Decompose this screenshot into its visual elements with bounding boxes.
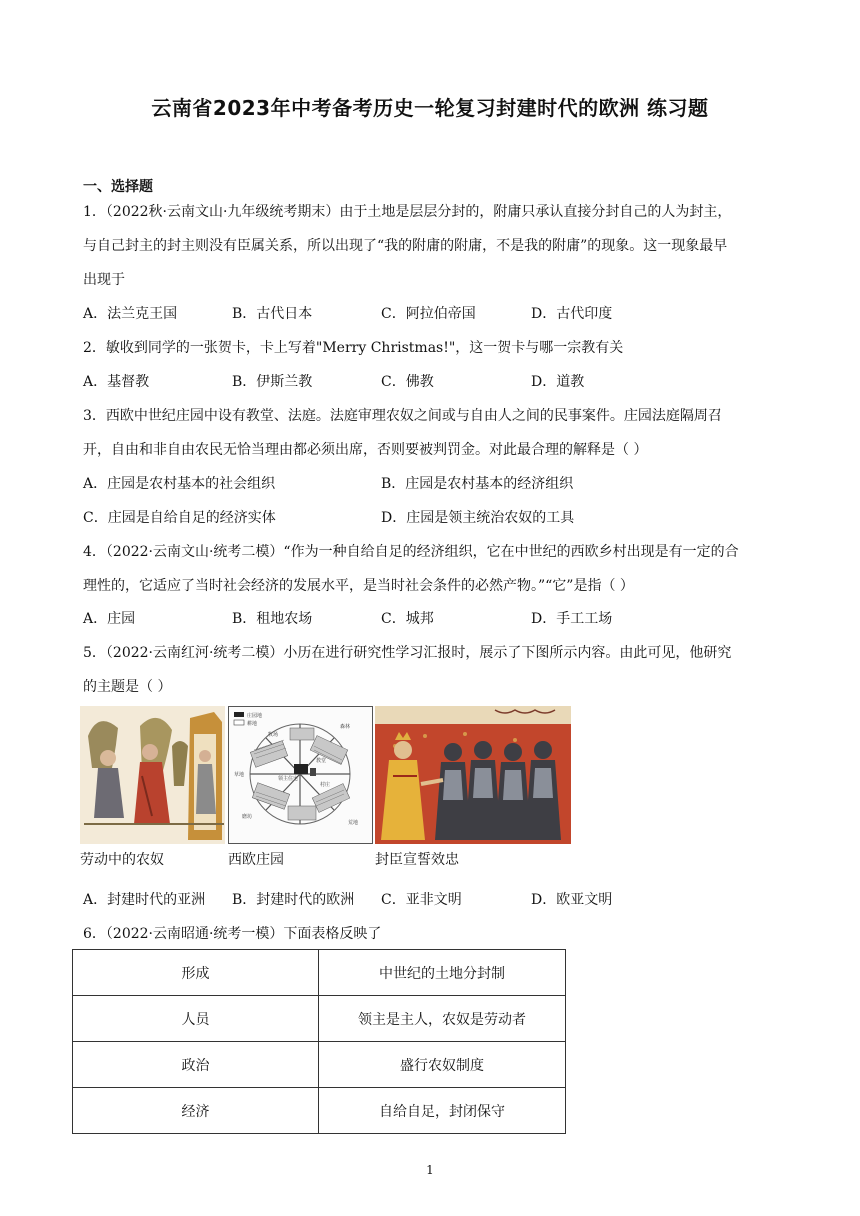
map-label: 草地 — [234, 772, 245, 778]
question-line: 4．（2022·云南文山·统考二模）“作为一种自给自足的经济组织，它在中世纪的西欧乡村出现是有一定的合 — [83, 544, 739, 560]
table-cell: 政治 — [73, 1042, 319, 1088]
option-b: B．租地农场 — [232, 611, 313, 627]
map-legend-label: 庄园地 — [247, 713, 263, 719]
map-label: 磨坊 — [242, 814, 253, 820]
feature-table — [72, 949, 566, 1134]
question-line: 开，自由和非自由农民无恰当理由都必须出席，否则要被判罚金。对此最合理的解释是（ ） — [83, 442, 648, 458]
question-line: 出现于 — [83, 272, 125, 288]
table-row — [73, 1088, 566, 1134]
question-line: 与自己封主的封主则没有臣属关系，所以出现了“我的附庸的附庸，不是我的附庸”的现象。这一现象最早 — [83, 238, 728, 254]
option-a: A．封建时代的亚洲 — [83, 892, 206, 908]
map-label: 教堂 — [316, 758, 327, 764]
table-row — [73, 1042, 566, 1088]
option-b: B．伊斯兰教 — [232, 374, 313, 390]
figure-group — [80, 706, 572, 874]
table-cell: 经济 — [73, 1088, 319, 1134]
option-d: D．庄园是领主统治农奴的工具 — [381, 510, 575, 526]
question-line: 的主题是（ ） — [83, 679, 172, 695]
option-d: D．欧亚文明 — [531, 892, 613, 908]
option-a: A．庄园是农村基本的社会组织 — [83, 476, 276, 492]
table-row — [73, 996, 566, 1042]
table-cell: 人员 — [73, 996, 319, 1042]
table-row — [73, 950, 566, 996]
option-b: B．庄园是农村基本的经济组织 — [381, 476, 574, 492]
table-cell: 形成 — [73, 950, 319, 996]
question-line: 5．（2022·云南红河·统考二模）小历在进行研究性学习汇报时，展示了下图所示内容。由此可见，他研究 — [83, 645, 732, 661]
option-d: D．手工工场 — [531, 611, 613, 627]
question-line: 1．（2022秋·云南文山·九年级统考期末）由于土地是层层分封的，附庸只承认直接分封自己的人为封主， — [83, 204, 732, 220]
option-c: C．亚非文明 — [381, 892, 462, 908]
oath-illustration — [375, 706, 571, 844]
option-c: C．城邦 — [381, 611, 434, 627]
table-cell: 领主是主人，农奴是劳动者 — [319, 996, 566, 1042]
option-c: C．阿拉伯帝国 — [381, 306, 476, 322]
option-a: A．基督教 — [83, 374, 150, 390]
figure-caption: 劳动中的农奴 — [80, 852, 164, 868]
manor-map — [228, 706, 373, 844]
map-legend-label: 耕地 — [247, 721, 258, 727]
option-a: A．庄园 — [83, 611, 136, 627]
option-a: A．法兰克王国 — [83, 306, 178, 322]
map-label: 领主住宅 — [278, 776, 299, 782]
option-b: B．古代日本 — [232, 306, 313, 322]
question-line: 6．（2022·云南昭通·统考一模）下面表格反映了 — [83, 926, 382, 942]
table-cell: 自给自足，封闭保守 — [319, 1088, 566, 1134]
map-label: 牧场 — [268, 732, 279, 738]
option-c: C．佛教 — [381, 374, 434, 390]
page-number: 1 — [426, 1163, 434, 1177]
figure-caption: 封臣宣誓效忠 — [375, 852, 459, 868]
option-c: C．庄园是自给自足的经济实体 — [83, 510, 276, 526]
table-cell: 中世纪的土地分封制 — [319, 950, 566, 996]
map-label: 森林 — [340, 724, 351, 730]
map-label: 村庄 — [320, 782, 331, 788]
page-title: 云南省2023年中考备考历史一轮复习封建时代的欧洲 练习题 — [151, 96, 709, 120]
option-b: B．封建时代的欧洲 — [232, 892, 355, 908]
question-line: 2．敏收到同学的一张贺卡，卡上写着"Merry Christmas!"，这一贺卡与哪一宗教有关 — [83, 340, 624, 356]
serfs-illustration — [80, 706, 225, 844]
option-d: D．道教 — [531, 374, 585, 390]
figure-caption: 西欧庄园 — [228, 852, 284, 868]
table-cell: 盛行农奴制度 — [319, 1042, 566, 1088]
question-line: 理性的，它适应了当时社会经济的发展水平，是当时社会条件的必然产物。”“它”是指（ ） — [83, 578, 634, 594]
option-d: D．古代印度 — [531, 306, 613, 322]
map-label: 荒地 — [348, 820, 359, 826]
question-line: 3．西欧中世纪庄园中设有教堂、法庭。法庭审理农奴之间或与自由人之间的民事案件。庄园法庭隔周召 — [83, 408, 722, 424]
section-heading: 一、选择题 — [83, 179, 153, 195]
